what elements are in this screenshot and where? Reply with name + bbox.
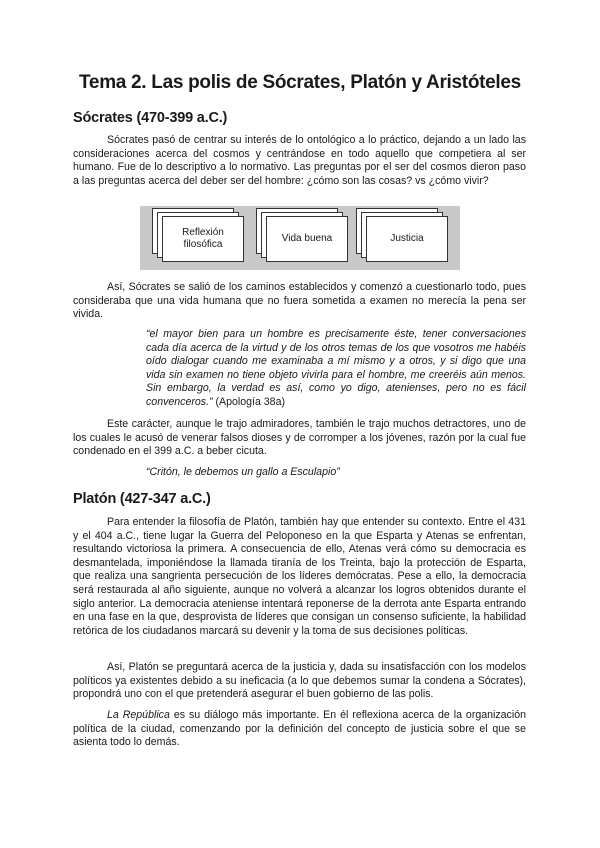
platon-paragraph-1: Para entender la filosofía de Platón, también hay que entender su contexto. Entre el 431 y el 404 a.C., tiene lugar la Guerra del Peloponeso en la que Esparta y Atenas se enfrentan, resultando victoriosa la primera. A consecuencia de ello, Atenas verá cómo su democracia es desmantelada, imponiéndose la llamada tiranía de los Treinta, bajo la protección de Esparta, que realiza una sangrienta persecución de los líderes demócratas. Pese a ello, la democracia será restaurada al año siguiente, aunque no volverá a alcanzar los logros obtenidos durante el siglo anterior. La democracia ateniense intentará reponerse de la derrota ante Esparta entrando en una fase en la que, desprovista de líderes que consigan un consenso suficiente, la habilidad retórica de los ciudadanos marcará su devenir y la toma de sus decisiones políticas. [73,516,526,637]
apology-quote [146,328,526,410]
book-title: La República [107,709,170,721]
crito-citation: “Critón, le debemos un gallo a Esculapio” [146,466,340,478]
diagram-card-vida-buena [256,208,352,264]
paragraph-text: es su diálogo más importante. En él reflexiona acerca de la organización política de la ciudad, comenzando por la definición del concepto de justicia sobre el que se asienta todo lo demás. [73,709,526,749]
socrates-paragraph-1: Sócrates pasó de centrar su interés de lo ontológico a lo práctico, dejando a un lado las consideraciones acerca del cosmos y centrándose en todo aquello que competiera al ser humano. Fue de lo descriptivo a lo normativo. Las preguntas por el ser del cosmos dieron paso a las preguntas acerca del deber ser del hombre: ¿cómo son las cosas? vs ¿cómo vivir? [73,134,526,187]
diagram-label: Justicia [366,216,448,262]
platon-paragraph-3 [73,709,526,750]
diagram-card-justicia [356,208,452,264]
socrates-paragraph-2: Así, Sócrates se salió de los caminos establecidos y comenzó a cuestionarlo todo, pues consideraba que una vida humana que no fuera sometida a examen no merecía la pena ser vivida. [73,281,526,321]
diagram-card-reflexion [152,208,248,264]
section-heading-platon: Platón (427-347 a.C.) [73,491,211,507]
section-heading-socrates: Sócrates (470-399 a.C.) [73,110,228,126]
page-title: Tema 2. Las polis de Sócrates, Platón y Aristóteles [79,72,521,93]
platon-paragraph-2: Así, Platón se preguntará acerca de la justicia y, dada su insatisfacción con los modelos políticos ya existentes debido a su ineficacia (a lo que debemos sumar la condena a Sócrates), propondrá uno con el que pretenderá asegurar el buen gobierno de las polis. [73,661,526,701]
diagram-label: Vida buena [266,216,348,262]
diagram-label: Reflexión filosófica [162,216,244,262]
quote-text: “el mayor bien para un hombre es precisamente éste, tener conversaciones cada día acerca de la virtud y de los otros temas de los que vosotros me habéis oído dialogar cuando me examinaba a mí mismo y a otros, y si digo que una vida sin examen no tiene objeto vivirla para el hombre, me creeréis aún menos. Sin embargo, la verdad es así, como yo digo, atenienses, pero no es fácil convenceros.” [146,328,526,408]
quote-reference: (Apología 38a) [212,395,285,408]
socrates-paragraph-3: Este carácter, aunque le trajo admiradores, también le trajo muchos detractores, uno de los cuales le acusó de venerar falsos dioses y de corromper a los jóvenes, razón por la cual fue condenado en el 399 a.C. a beber cicuta. [73,418,526,458]
concept-diagram [140,206,460,270]
